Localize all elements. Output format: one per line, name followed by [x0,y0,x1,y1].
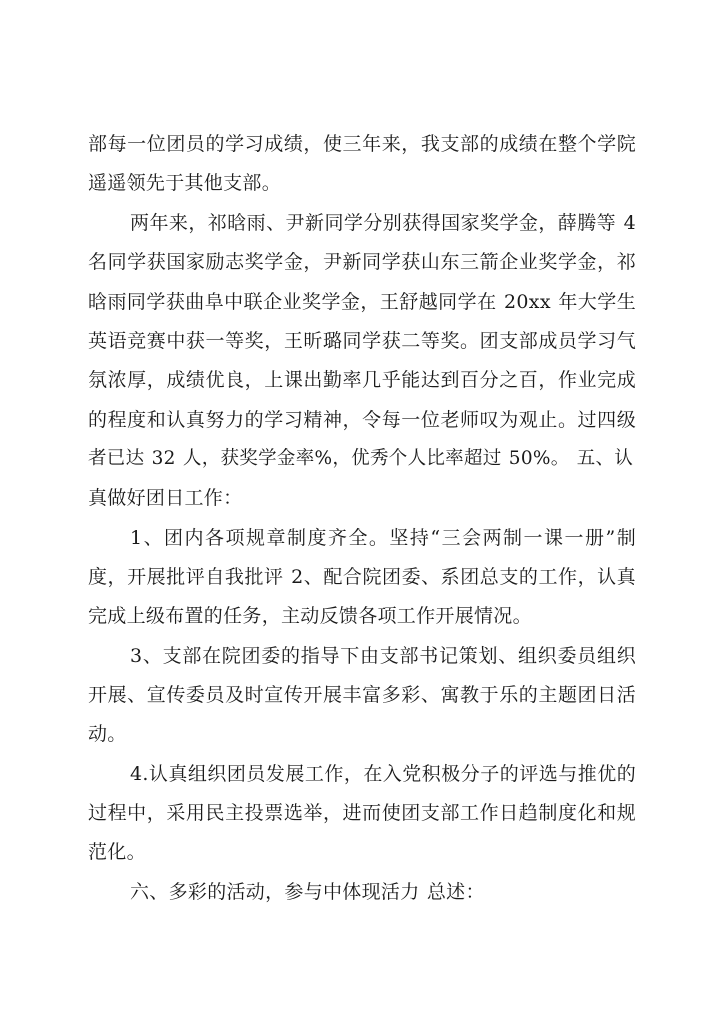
text-line-1: 部每一位团员的学习成绩，使三年来，我支部的成绩在整个学院 [88,133,636,155]
text-line-20: 六、多彩的活动，参与中体现活力 总述： [130,881,485,903]
text-line-14: 3、支部在院团委的指导下由支部书记策划、组织委员组织 [130,645,636,667]
text-line-11: 1、团内各项规章制度齐全。坚持“三会两制一课一册”制 [130,527,636,549]
text-line-18: 过程中，采用民主投票选举，进而使团支部工作日趋制度化和规 [88,802,636,824]
text-line-19: 范化。 [88,841,146,863]
text-line-12: 度，开展批评自我批评 2、配合院团委、系团总支的工作，认真 [88,566,636,588]
text-line-7: 氛浓厚，成绩优良，上课出勤率几乎能达到百分之百，作业完成 [88,369,636,391]
text-line-2: 遥遥领先于其他支部。 [88,172,282,194]
text-line-8: 的程度和认真努力的学习精神，令每一位老师叹为观止。过四级 [88,409,636,431]
text-line-5: 晗雨同学获曲阜中联企业奖学金，王舒越同学在 20xx 年大学生 [88,291,636,313]
text-line-13: 完成上级布置的任务，主动反馈各项工作开展情况。 [88,605,532,627]
text-line-3: 两年来，祁晗雨、尹新同学分别获得国家奖学金，薛腾等 4 [130,212,636,234]
text-line-4: 名同学获国家励志奖学金，尹新同学获山东三箭企业奖学金，祁 [88,251,636,273]
text-line-6: 英语竞赛中获一等奖，王昕璐同学获二等奖。团支部成员学习气 [88,330,636,352]
text-line-17: 4.认真组织团员发展工作，在入党积极分子的评选与推优的 [130,763,636,785]
text-line-15: 开展、宣传委员及时宣传开展丰富多彩、寓教于乐的主题团日活 [88,684,636,706]
text-line-16: 动。 [88,723,127,745]
text-line-9: 者已达 32 人，获奖学金率%，优秀个人比率超过 50%。 五、认 [88,448,634,469]
text-line-10: 真做好团日工作： [88,487,243,509]
